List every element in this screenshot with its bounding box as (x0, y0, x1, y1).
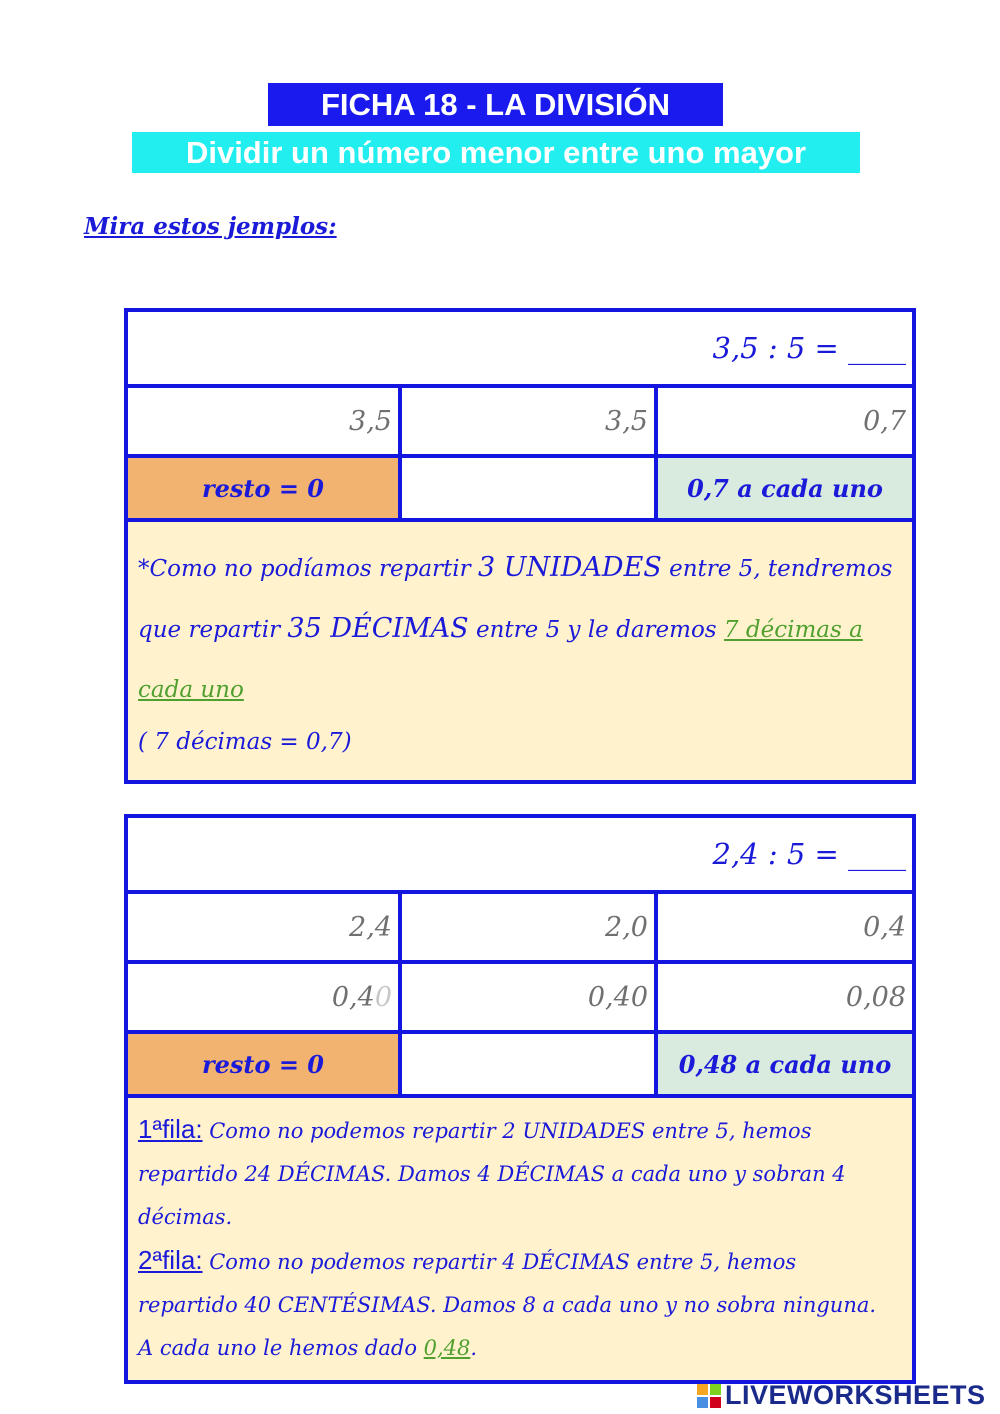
example-1-equation: 3,5 : 5 = ____ (126, 310, 914, 386)
logo-text: LIVEWORKSHEETS (725, 1380, 986, 1410)
example-2-result: 0,48 a cada uno (656, 1032, 914, 1096)
example-2-rest: resto = 0 (126, 1032, 400, 1096)
intro-text: Mira estos jemplos: (84, 213, 337, 240)
example-2-cell (126, 962, 400, 1032)
example-1-cell: 0,7 (656, 386, 914, 456)
example-2-table (124, 814, 916, 1384)
cell-ghost-digit: 0 (374, 981, 392, 1013)
explanation-row-label: 2ªfila: (138, 1245, 203, 1275)
cell-value: 0,4 (331, 981, 375, 1013)
example-2-blank-cell (400, 1032, 656, 1096)
explanation-strong: 35 DÉCIMAS (287, 613, 469, 644)
example-2-cell: 0,4 (656, 892, 914, 962)
example-2-explanation (126, 1096, 914, 1382)
explanation-text: entre 5, tendremos que repartir (138, 556, 893, 643)
explanation-highlight: 7 décimas a cada uno (138, 617, 863, 703)
explanation-strong: 3 UNIDADES (477, 552, 662, 583)
explanation-text: Como no podemos repartir 4 DÉCIMAS entre 5, hemos repartido 40 CENTÉSIMAS. Damos 8 a cada uno y no sobra ninguna. (138, 1250, 877, 1317)
explanation-text: entre 5 y le daremos (468, 617, 724, 643)
example-1-blank-cell (400, 456, 656, 520)
page-subtitle: Dividir un número menor entre uno mayor (132, 132, 860, 173)
example-1-cell: 3,5 (400, 386, 656, 456)
example-2-cell: 0,08 (656, 962, 914, 1032)
page-title: FICHA 18 - LA DIVISIÓN (268, 83, 723, 126)
explanation-highlight: 0,48 (423, 1336, 471, 1360)
explanation-row-label: 1ªfila: (138, 1114, 203, 1144)
liveworksheets-logo (697, 1380, 986, 1411)
example-1-cell: 3,5 (126, 386, 400, 456)
example-2-cell: 0,40 (400, 962, 656, 1032)
example-1-explanation (126, 520, 914, 782)
example-1-rest: resto = 0 (126, 456, 400, 520)
example-2-cell: 2,0 (400, 892, 656, 962)
example-1-result: 0,7 a cada uno (656, 456, 914, 520)
example-1-table (124, 308, 916, 784)
explanation-text: A cada uno le hemos dado (138, 1336, 424, 1360)
explanation-text: *Como no podíamos repartir (138, 556, 478, 582)
explanation-text: Como no podemos repartir 2 UNIDADES entre 5, hemos repartido 24 DÉCIMAS. Damos 4 DÉCIMAS a cada uno y sobran 4 décimas. (138, 1119, 846, 1229)
example-2-cell: 2,4 (126, 892, 400, 962)
explanation-note: ( 7 décimas = 0,7) (138, 729, 352, 755)
example-2-equation: 2,4 : 5 = ____ (126, 816, 914, 892)
explanation-text: . (470, 1336, 478, 1360)
liveworksheets-logo-icon (697, 1384, 721, 1408)
